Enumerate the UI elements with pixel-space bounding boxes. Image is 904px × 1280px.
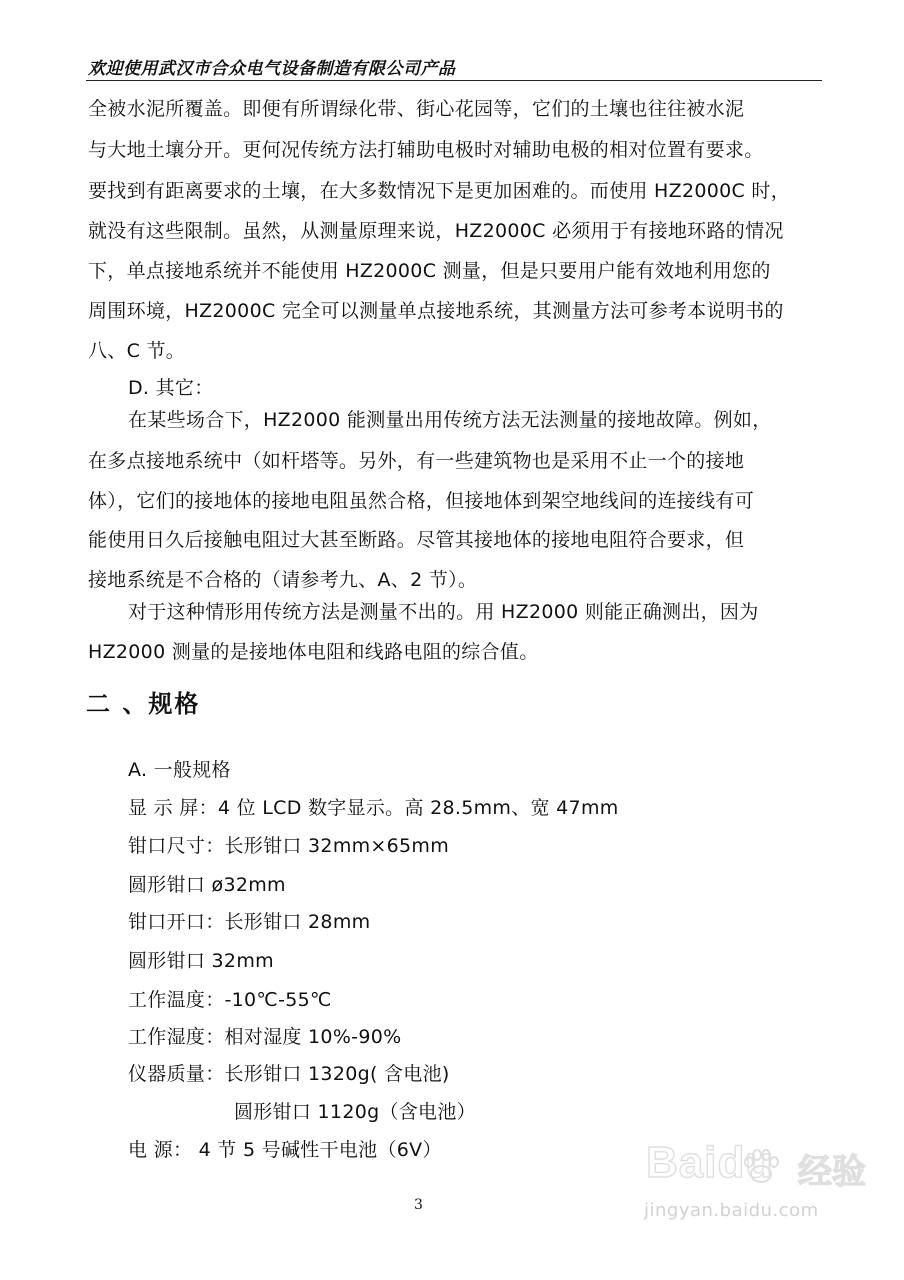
watermark-url: jingyan.baidu.com: [644, 1200, 819, 1221]
body-line: 能使用日久后接触电阻过大甚至断路。尽管其接地体的接地电阻符合要求，但: [88, 529, 745, 551]
spec-heading: A. 一般规格: [128, 759, 231, 781]
subsection-heading: D. 其它：: [128, 377, 214, 399]
section-title: 二 、规格: [86, 690, 201, 718]
page-number: 3: [414, 1197, 423, 1213]
spec-line: 电 源： 4 节 5 号碱性干电池（6V）: [128, 1139, 442, 1161]
body-line: 体），它们的接地体的接地电阻虽然合格，但接地体到架空地线间的连接线有可: [88, 490, 755, 512]
body-line: 要找到有距离要求的土壤，在大多数情况下是更加困难的。而使用 HZ2000C 时，: [88, 180, 791, 202]
spec-line: 显 示 屏：4 位 LCD 数字显示。高 28.5mm、宽 47mm: [128, 797, 619, 819]
spec-line: 钳口尺寸：长形钳口 32mm×65mm: [128, 835, 450, 857]
jingyan-text: 经验: [798, 1152, 866, 1192]
body-line: 周围环境，HZ2000C 完全可以测量单点接地系统，其测量方法可参考本说明书的: [88, 300, 784, 322]
body-line: HZ2000 测量的是接地体电阻和线路电阻的综合值。: [88, 641, 539, 663]
spec-line: 工作温度：-10℃-55℃: [128, 989, 332, 1011]
spec-line: 工作湿度：相对湿度 10%-90%: [128, 1026, 402, 1048]
spec-line: 仪器质量：长形钳口 1320g( 含电池): [128, 1063, 450, 1085]
header-divider: [86, 80, 822, 81]
baidu-watermark: [640, 1138, 890, 1268]
body-line: 下，单点接地系统并不能使用 HZ2000C 测量，但是只要用户能有效地利用您的: [88, 260, 771, 282]
paw-icon: [740, 1146, 782, 1188]
baidu-logo-text: Baidu: [646, 1138, 774, 1187]
body-line: 八、C 节。: [88, 340, 186, 362]
body-line: 对于这种情形用传统方法是测量不出的。用 HZ2000 则能正确测出，因为: [128, 601, 759, 623]
spec-line: 圆形钳口 1120g（含电池）: [234, 1101, 476, 1123]
spec-line: 圆形钳口 32mm: [128, 950, 274, 972]
spec-line: 圆形钳口 ø32mm: [128, 874, 286, 896]
body-line: 在多点接地系统中（如杆塔等。另外，有一些建筑物也是采用不止一个的接地: [88, 450, 745, 472]
spec-line: 钳口开口：长形钳口 28mm: [128, 911, 371, 933]
body-line: 就没有这些限制。虽然，从测量原理来说，HZ2000C 必须用于有接地环路的情况: [88, 220, 784, 242]
body-line: 与大地土壤分开。更何况传统方法打辅助电极时对辅助电极的相对位置有要求。: [88, 139, 764, 161]
page-header: 欢迎使用武汉市合众电气设备制造有限公司产品: [88, 59, 456, 79]
body-line: 在某些场合下，HZ2000 能测量出用传统方法无法测量的接地故障。例如，: [128, 409, 772, 431]
body-line: 全被水泥所覆盖。即便有所谓绿化带、街心花园等，它们的土壤也往往被水泥: [88, 98, 745, 120]
body-line: 接地系统是不合格的（请参考九、A、2 节）。: [88, 569, 478, 591]
